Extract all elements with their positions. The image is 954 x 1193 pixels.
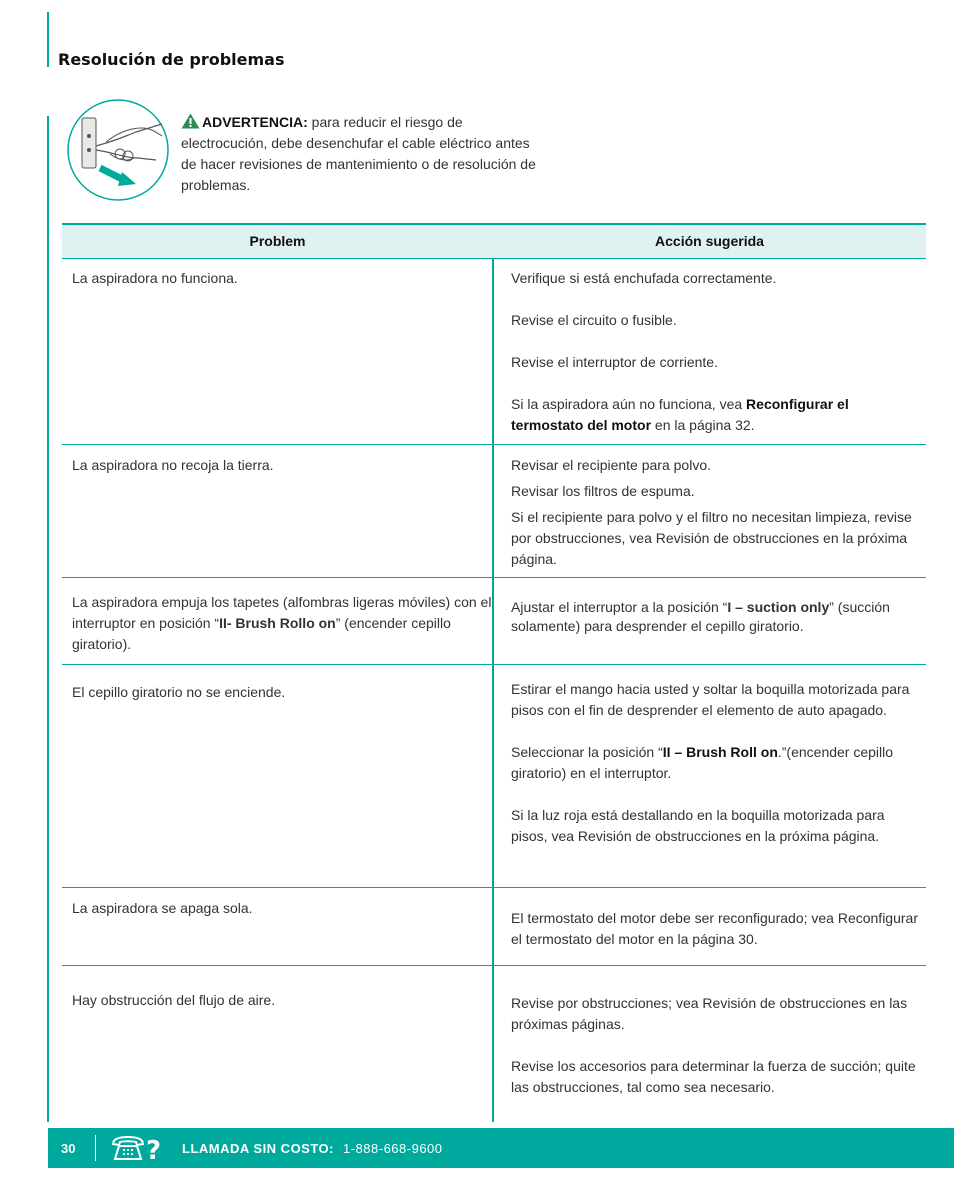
action-text: Si la luz roja está destallando en la boquilla motorizada para pisos, vea Revisión de obstrucciones en la próxima página.: [511, 807, 885, 844]
warning-triangle-icon: [181, 113, 200, 129]
problem-text: El cepillo giratorio no se enciende.: [72, 684, 286, 700]
problem-text: Hay obstrucción del flujo de aire.: [72, 992, 276, 1008]
action-cell: [493, 888, 926, 965]
table-row: [62, 259, 926, 445]
left-margin-rule: [47, 116, 49, 1122]
problem-cell: [62, 259, 493, 444]
problem-text: La aspiradora no funciona.: [72, 270, 238, 286]
table-row: [62, 888, 926, 966]
problem-text: La aspiradora se apaga sola.: [72, 900, 253, 916]
table-row: [62, 445, 926, 578]
action-cell: [493, 665, 926, 887]
electrocution-warning: [181, 112, 541, 196]
action-text: Si el recipiente para polvo y el filtro no necesitan limpieza, revise por obstrucciones, vea Revisión de obstrucciones en la próxima página.: [511, 509, 912, 567]
action-cell: Ajustar el interruptor a la posición “I – suction only” (succión solamente) para desprender el cepillo giratorio.: [511, 599, 890, 634]
action-text: Revise el circuito o fusible.: [511, 312, 677, 328]
action-text: Revisar los filtros de espuma.: [511, 483, 695, 499]
problem-text: La aspiradora no recoja la tierra.: [72, 457, 274, 473]
problem-cell: [62, 888, 493, 965]
action-text: Seleccionar la posición “II – Brush Roll on.”(encender cepillo giratorio) en el interruptor.: [511, 744, 894, 781]
table-row: [62, 966, 926, 1116]
action-text: Revise el interruptor de corriente.: [511, 354, 718, 370]
action-text: El termostato del motor debe ser reconfigurado; vea Reconfigurar el termostato del motor en la página 30.: [511, 910, 918, 947]
action-text: Revise los accesorios para determinar la fuerza de succión; quite las obstrucciones, tal como sea necesario.: [511, 1058, 916, 1095]
action-cell: [493, 966, 926, 1116]
page-title: Resolución de problemas: [58, 50, 285, 69]
table-row: [62, 578, 926, 665]
phone-question-icon: [110, 1134, 164, 1162]
problem-cell: La aspiradora empuja los tapetes (alfombras ligeras móviles) con el interruptor en posición “II- Brush Rollo on” (encender cepillo giratorio).: [72, 594, 492, 652]
table-header: [62, 223, 926, 259]
action-cell: [493, 259, 926, 444]
footer-bar: [48, 1128, 954, 1168]
warning-label: ADVERTENCIA:: [202, 114, 308, 130]
action-text: Revisar el recipiente para polvo.: [511, 457, 711, 473]
page-number: 30: [61, 1140, 76, 1156]
action-text: Revise por obstrucciones; vea Revisión de obstrucciones en las próximas páginas.: [511, 995, 908, 1032]
unplug-illustration-icon: [66, 98, 170, 202]
header-problem: Problem: [249, 233, 306, 249]
problem-cell: [62, 966, 493, 1116]
svg-text:?: ?: [146, 1136, 162, 1162]
header-suggested-action: Acción sugerida: [655, 233, 764, 249]
action-cell: [493, 445, 926, 577]
table-row: [62, 665, 926, 888]
problem-cell: [62, 445, 493, 577]
action-text: Si la aspiradora aún no funciona, vea Reconfigurar el termostato del motor en la página 32.: [511, 396, 849, 433]
action-text: Verifique si está enchufada correctamente.: [511, 270, 777, 286]
toll-free-label: LLAMADA SIN COSTO:: [182, 1140, 334, 1156]
top-left-rule: [47, 12, 49, 67]
warning-text: para reducir el riesgo de electrocución, debe desenchufar el cable eléctrico antes de hacer revisiones de mantenimiento o de resolución de problemas.: [181, 114, 536, 193]
toll-free-number: 1-888-668-9600: [343, 1140, 443, 1156]
footer-divider: [95, 1135, 96, 1161]
action-text: Estirar el mango hacia usted y soltar la boquilla motorizada para pisos con el fin de desprender el elemento de auto apagado.: [511, 681, 910, 718]
problem-cell: [62, 665, 493, 887]
troubleshooting-table: [62, 223, 926, 1116]
